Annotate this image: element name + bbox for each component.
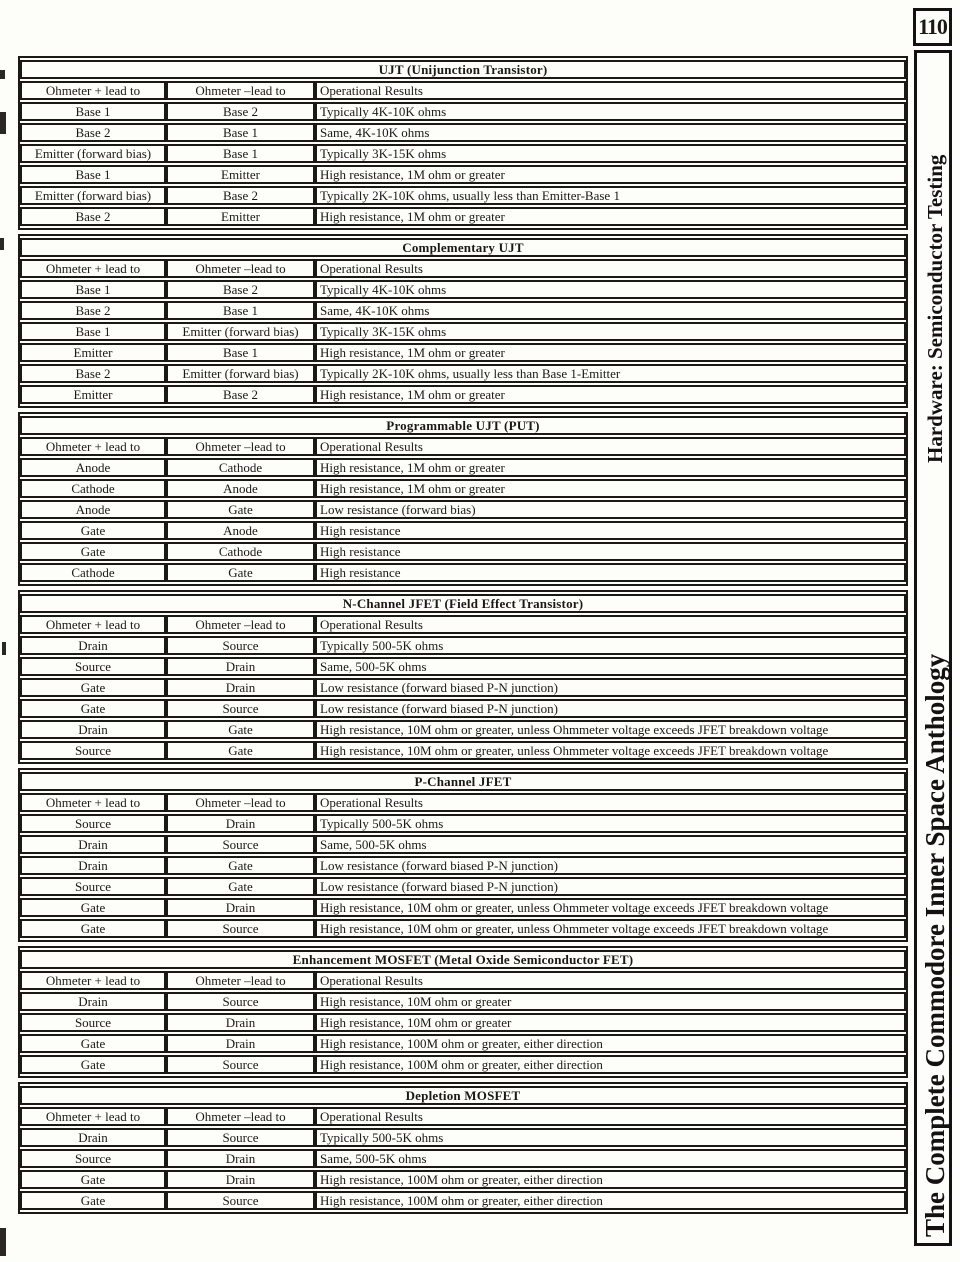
section-title: P-Channel JFET [20, 772, 906, 791]
column-header: Ohmeter –lead to [166, 793, 315, 812]
result-cell: High resistance, 1M ohm or greater [315, 343, 906, 362]
lead-cell: Source [20, 1149, 166, 1168]
result-cell: Typically 2K-10K ohms, usually less than Emitter-Base 1 [315, 186, 906, 205]
lead-cell: Gate [20, 898, 166, 917]
result-cell: High resistance, 10M ohm or greater, unless Ohmmeter voltage exceeds JFET breakdown voltage [315, 919, 906, 938]
result-cell: Typically 4K-10K ohms [315, 280, 906, 299]
lead-cell: Gate [166, 856, 315, 875]
table-row [20, 186, 906, 205]
result-cell: High resistance, 10M ohm or greater, unless Ohmmeter voltage exceeds JFET breakdown voltage [315, 720, 906, 739]
lead-cell: Base 1 [166, 301, 315, 320]
section-title: Depletion MOSFET [20, 1086, 906, 1105]
lead-cell: Source [20, 814, 166, 833]
table-row [20, 898, 906, 917]
result-cell: Low resistance (forward biased P-N junction) [315, 678, 906, 697]
lead-cell: Source [20, 657, 166, 676]
result-cell: High resistance, 1M ohm or greater [315, 458, 906, 477]
lead-cell: Gate [20, 1191, 166, 1210]
section-title-row [20, 238, 906, 257]
table-row [20, 542, 906, 561]
column-header: Ohmeter + lead to [20, 81, 166, 100]
section-title-row [20, 416, 906, 435]
lead-cell: Base 2 [20, 123, 166, 142]
lead-cell: Base 2 [166, 186, 315, 205]
lead-cell: Source [166, 919, 315, 938]
table-row [20, 364, 906, 383]
lead-cell: Gate [20, 521, 166, 540]
table-row [20, 144, 906, 163]
margin-sidebar [914, 50, 952, 1246]
lead-cell: Anode [20, 500, 166, 519]
table-row [20, 1055, 906, 1074]
lead-cell: Cathode [20, 563, 166, 582]
lead-cell: Base 2 [166, 385, 315, 404]
result-cell: High resistance [315, 521, 906, 540]
column-header: Ohmeter –lead to [166, 437, 315, 456]
table-row [20, 322, 906, 341]
lead-cell: Emitter (forward bias) [166, 364, 315, 383]
lead-cell: Base 2 [20, 301, 166, 320]
result-cell: Typically 500-5K ohms [315, 814, 906, 833]
lead-cell: Gate [20, 1034, 166, 1053]
lead-cell: Base 1 [20, 165, 166, 184]
section-title: Enhancement MOSFET (Metal Oxide Semiconductor FET) [20, 950, 906, 969]
lead-cell: Emitter (forward bias) [20, 144, 166, 163]
column-header: Ohmeter + lead to [20, 793, 166, 812]
section-title: N-Channel JFET (Field Effect Transistor) [20, 594, 906, 613]
result-cell: High resistance, 10M ohm or greater, unless Ohmmeter voltage exceeds JFET breakdown voltage [315, 898, 906, 917]
result-cell: High resistance, 100M ohm or greater, either direction [315, 1191, 906, 1210]
lead-cell: Drain [166, 1034, 315, 1053]
section-title: UJT (Unijunction Transistor) [20, 60, 906, 79]
table-row [20, 636, 906, 655]
scan-artifact [2, 642, 6, 655]
result-cell: High resistance, 10M ohm or greater, unless Ohmmeter voltage exceeds JFET breakdown voltage [315, 741, 906, 760]
header-row [20, 81, 906, 100]
page-number: 110 [918, 14, 947, 39]
column-header: Operational Results [315, 437, 906, 456]
section-title-row [20, 772, 906, 791]
lead-cell: Gate [20, 1055, 166, 1074]
lead-cell: Source [20, 1013, 166, 1032]
result-cell: High resistance, 10M ohm or greater [315, 992, 906, 1011]
lead-cell: Gate [166, 877, 315, 896]
lead-cell: Base 1 [166, 343, 315, 362]
table-row [20, 919, 906, 938]
column-header: Operational Results [315, 1107, 906, 1126]
lead-cell: Drain [20, 1128, 166, 1147]
column-header: Operational Results [315, 259, 906, 278]
result-cell: Typically 4K-10K ohms [315, 102, 906, 121]
table-row [20, 385, 906, 404]
result-cell: High resistance, 100M ohm or greater, either direction [315, 1034, 906, 1053]
table-row [20, 657, 906, 676]
result-cell: Low resistance (forward bias) [315, 500, 906, 519]
table-row [20, 500, 906, 519]
lead-cell: Cathode [166, 542, 315, 561]
lead-cell: Base 2 [166, 102, 315, 121]
header-row [20, 259, 906, 278]
result-cell: Low resistance (forward biased P-N junction) [315, 699, 906, 718]
lead-cell: Gate [20, 699, 166, 718]
lead-cell: Base 1 [166, 144, 315, 163]
lead-cell: Source [166, 835, 315, 854]
scan-artifact [0, 112, 6, 134]
lead-cell: Anode [20, 458, 166, 477]
lead-cell: Drain [166, 814, 315, 833]
lead-cell: Gate [166, 741, 315, 760]
result-cell: Typically 3K-15K ohms [315, 144, 906, 163]
lead-cell: Base 1 [20, 322, 166, 341]
scan-artifact [0, 238, 4, 250]
result-cell: High resistance, 100M ohm or greater, either direction [315, 1055, 906, 1074]
result-cell: Typically 2K-10K ohms, usually less than Base 1-Emitter [315, 364, 906, 383]
section-table [18, 234, 908, 408]
table-row [20, 992, 906, 1011]
section-title-row [20, 950, 906, 969]
result-cell: Same, 500-5K ohms [315, 835, 906, 854]
table-row [20, 1191, 906, 1210]
column-header: Operational Results [315, 971, 906, 990]
column-header: Ohmeter –lead to [166, 1107, 315, 1126]
column-header: Operational Results [315, 81, 906, 100]
page-number-badge [913, 8, 952, 46]
column-header: Ohmeter + lead to [20, 437, 166, 456]
header-row [20, 437, 906, 456]
lead-cell: Base 2 [166, 280, 315, 299]
tables-area [18, 56, 908, 1218]
section-table [18, 1082, 908, 1214]
table-row [20, 1170, 906, 1189]
lead-cell: Base 2 [20, 364, 166, 383]
result-cell: High resistance, 1M ohm or greater [315, 207, 906, 226]
lead-cell: Drain [166, 657, 315, 676]
result-cell: High resistance [315, 563, 906, 582]
lead-cell: Base 1 [20, 280, 166, 299]
scan-artifact [0, 70, 5, 79]
column-header: Ohmeter –lead to [166, 971, 315, 990]
chapter-title: Hardware: Semiconductor Testing [923, 154, 947, 463]
lead-cell: Source [166, 992, 315, 1011]
column-header: Ohmeter + lead to [20, 1107, 166, 1126]
lead-cell: Drain [166, 1013, 315, 1032]
section-title: Programmable UJT (PUT) [20, 416, 906, 435]
lead-cell: Base 2 [20, 207, 166, 226]
lead-cell: Gate [166, 720, 315, 739]
lead-cell: Drain [20, 636, 166, 655]
book-title: The Complete Commodore Inner Space Anthology [920, 653, 950, 1237]
table-row [20, 678, 906, 697]
table-row [20, 102, 906, 121]
result-cell: Low resistance (forward biased P-N junction) [315, 856, 906, 875]
section-title-row [20, 594, 906, 613]
section-table [18, 590, 908, 764]
lead-cell: Source [166, 636, 315, 655]
lead-cell: Drain [166, 1149, 315, 1168]
table-row [20, 1034, 906, 1053]
result-cell: Typically 3K-15K ohms [315, 322, 906, 341]
table-row [20, 741, 906, 760]
result-cell: Same, 4K-10K ohms [315, 123, 906, 142]
result-cell: Same, 500-5K ohms [315, 657, 906, 676]
lead-cell: Emitter (forward bias) [20, 186, 166, 205]
table-row [20, 280, 906, 299]
table-row [20, 165, 906, 184]
result-cell: Typically 500-5K ohms [315, 636, 906, 655]
section-table [18, 56, 908, 230]
result-cell: Same, 500-5K ohms [315, 1149, 906, 1168]
table-row [20, 1013, 906, 1032]
table-row [20, 1128, 906, 1147]
header-row [20, 615, 906, 634]
section-title-row [20, 1086, 906, 1105]
section-title: Complementary UJT [20, 238, 906, 257]
lead-cell: Emitter [20, 385, 166, 404]
column-header: Ohmeter + lead to [20, 259, 166, 278]
lead-cell: Base 1 [20, 102, 166, 121]
result-cell: High resistance, 10M ohm or greater [315, 1013, 906, 1032]
column-header: Operational Results [315, 615, 906, 634]
lead-cell: Drain [20, 856, 166, 875]
section-table [18, 412, 908, 586]
result-cell: High resistance, 1M ohm or greater [315, 385, 906, 404]
table-row [20, 479, 906, 498]
table-row [20, 301, 906, 320]
lead-cell: Drain [166, 898, 315, 917]
lead-cell: Source [20, 877, 166, 896]
result-cell: High resistance, 100M ohm or greater, either direction [315, 1170, 906, 1189]
lead-cell: Drain [166, 1170, 315, 1189]
table-row [20, 699, 906, 718]
lead-cell: Source [166, 1128, 315, 1147]
header-row [20, 1107, 906, 1126]
lead-cell: Gate [20, 678, 166, 697]
lead-cell: Emitter [166, 165, 315, 184]
table-row [20, 563, 906, 582]
lead-cell: Anode [166, 521, 315, 540]
table-row [20, 123, 906, 142]
lead-cell: Source [166, 1191, 315, 1210]
column-header: Ohmeter –lead to [166, 81, 315, 100]
column-header: Ohmeter –lead to [166, 615, 315, 634]
lead-cell: Gate [20, 1170, 166, 1189]
lead-cell: Emitter [166, 207, 315, 226]
table-row [20, 835, 906, 854]
table-row [20, 877, 906, 896]
header-row [20, 793, 906, 812]
result-cell: High resistance, 1M ohm or greater [315, 165, 906, 184]
lead-cell: Gate [20, 919, 166, 938]
column-header: Ohmeter –lead to [166, 259, 315, 278]
lead-cell: Base 1 [166, 123, 315, 142]
column-header: Operational Results [315, 793, 906, 812]
table-row [20, 814, 906, 833]
lead-cell: Emitter (forward bias) [166, 322, 315, 341]
table-row [20, 343, 906, 362]
lead-cell: Gate [166, 500, 315, 519]
lead-cell: Cathode [20, 479, 166, 498]
lead-cell: Anode [166, 479, 315, 498]
table-row [20, 521, 906, 540]
lead-cell: Drain [20, 992, 166, 1011]
lead-cell: Source [20, 741, 166, 760]
lead-cell: Gate [166, 563, 315, 582]
result-cell: Same, 4K-10K ohms [315, 301, 906, 320]
lead-cell: Drain [20, 720, 166, 739]
table-row [20, 856, 906, 875]
section-title-row [20, 60, 906, 79]
lead-cell: Source [166, 1055, 315, 1074]
section-table [18, 768, 908, 942]
lead-cell: Emitter [20, 343, 166, 362]
lead-cell: Drain [20, 835, 166, 854]
header-row [20, 971, 906, 990]
table-row [20, 458, 906, 477]
section-table [18, 946, 908, 1078]
result-cell: Low resistance (forward biased P-N junction) [315, 877, 906, 896]
scan-artifact [0, 1228, 6, 1256]
result-cell: High resistance [315, 542, 906, 561]
lead-cell: Cathode [166, 458, 315, 477]
table-row [20, 1149, 906, 1168]
result-cell: Typically 500-5K ohms [315, 1128, 906, 1147]
lead-cell: Source [166, 699, 315, 718]
table-row [20, 207, 906, 226]
column-header: Ohmeter + lead to [20, 971, 166, 990]
table-row [20, 720, 906, 739]
result-cell: High resistance, 1M ohm or greater [315, 479, 906, 498]
lead-cell: Drain [166, 678, 315, 697]
lead-cell: Gate [20, 542, 166, 561]
column-header: Ohmeter + lead to [20, 615, 166, 634]
